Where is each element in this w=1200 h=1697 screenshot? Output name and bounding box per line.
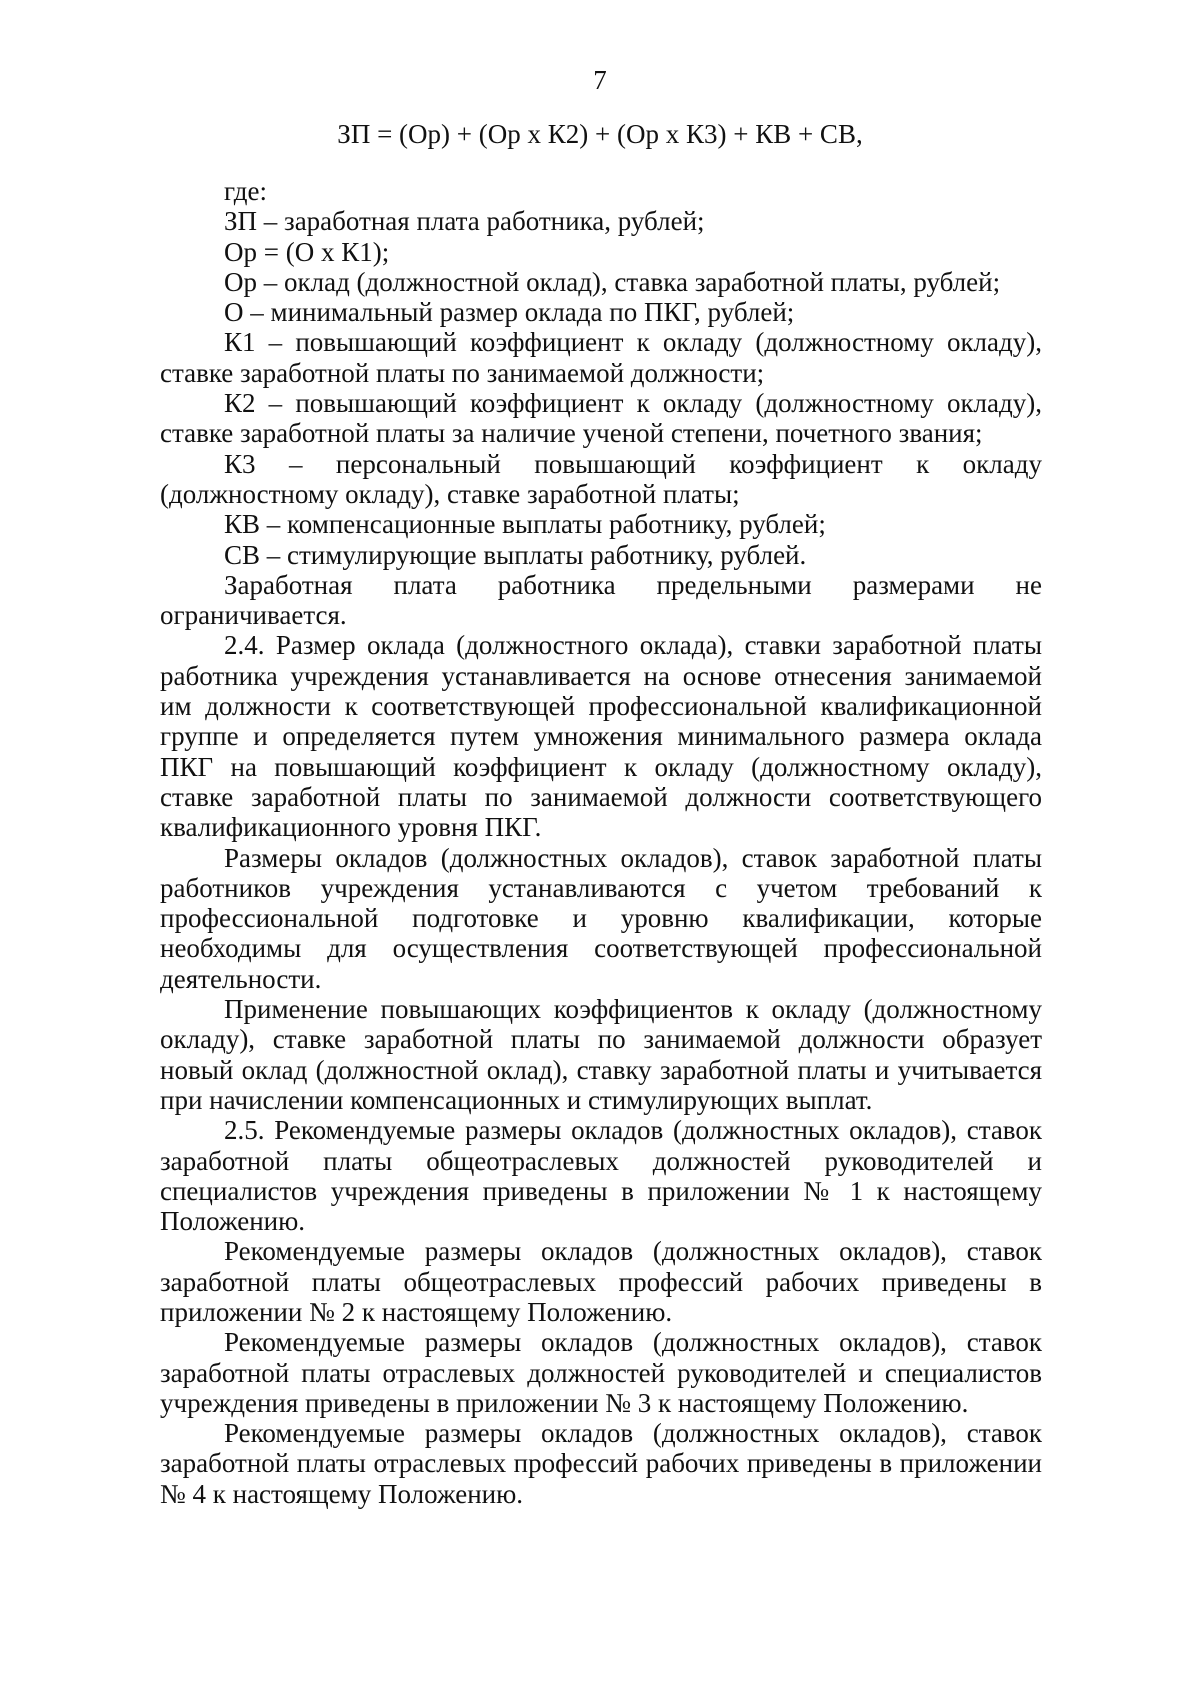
paragraph-k1-definition: К1 – повышающий коэффициент к окладу (должностному окладу), ставке заработной платы по занимаемой должности;	[160, 327, 1042, 388]
salary-formula: ЗП = (Ор) + (Ор х К2) + (Ор х К3) + КВ + СВ,	[337, 119, 863, 149]
paragraph-section-2-5: 2.5. Рекомендуемые размеры окладов (должностных окладов), ставок заработной платы общеотраслевых должностей руководителей и специалистов учреждения приведены в приложении № 1 к настоящему Положению.	[160, 1115, 1042, 1237]
paragraph-no-limit: Заработная плата работника предельными размерами не ограничивается.	[160, 569, 1042, 631]
paragraph-section-2-4: 2.4. Размер оклада (должностного оклада), ставки заработной платы работника учреждения устанавливается на основе отнесения занимаемой им должности к соответствующей профессиональной квалификационной группе и определяется путем умножения минимального размера оклада ПКГ на повышающий коэффициент к окладу (должностному окладу), ставке заработной платы по занимаемой должности соответствующего квалификационного уровня ПКГ.	[160, 630, 1042, 843]
page-number: 7	[593, 65, 607, 95]
paragraph-where: где:	[224, 176, 267, 206]
paragraph-coefficients-application: Применение повышающих коэффициентов к окладу (должностному окладу), ставке заработной платы по занимаемой должности образует новый оклад (должностной оклад), ставку заработной платы и учитывается при начислении компенсационных и стимулирующих выплат.	[160, 994, 1042, 1115]
paragraph-k2-definition: К2 – повышающий коэффициент к окладу (должностному окладу), ставке заработной платы за наличие ученой степени, почетного звания;	[160, 388, 1042, 449]
paragraph-appendix-2: Рекомендуемые размеры окладов (должностных окладов), ставок заработной платы общеотраслевых профессий рабочих приведены в приложении № 2 к настоящему Положению.	[160, 1236, 1042, 1327]
paragraph-sv-definition: СВ – стимулирующие выплаты работнику, рублей.	[224, 539, 807, 570]
paragraph-zp-definition: ЗП – заработная плата работника, рублей;	[224, 206, 705, 237]
paragraph-appendix-4: Рекомендуемые размеры окладов (должностных окладов), ставок заработной платы отраслевых профессий рабочих приведены в приложении № 4 к настоящему Положению.	[160, 1418, 1042, 1509]
paragraph-appendix-3: Рекомендуемые размеры окладов (должностных окладов), ставок заработной платы отраслевых должностей руководителей и специалистов учреждения приведены в приложении № 3 к настоящему Положению.	[160, 1327, 1042, 1418]
paragraph-kv-definition: КВ – компенсационные выплаты работнику, рублей;	[224, 509, 826, 540]
paragraph-or-formula: Ор = (О х К1);	[224, 236, 390, 267]
paragraph-o-definition: О – минимальный размер оклада по ПКГ, рублей;	[224, 297, 795, 328]
paragraph-salary-sizes: Размеры окладов (должностных окладов), ставок заработной платы работников учреждения устанавливаются с учетом требований к профессиональной подготовке и уровню квалификации, которые необходимы для осуществления соответствующей профессиональной деятельности.	[160, 842, 1042, 994]
paragraph-k3-definition: К3 – персональный повышающий коэффициент к окладу (должностному окладу), ставке заработной платы;	[160, 448, 1042, 509]
paragraph-or-definition: Ор – оклад (должностной оклад), ставка заработной платы, рублей;	[224, 266, 1001, 297]
document-body	[160, 176, 1042, 1509]
